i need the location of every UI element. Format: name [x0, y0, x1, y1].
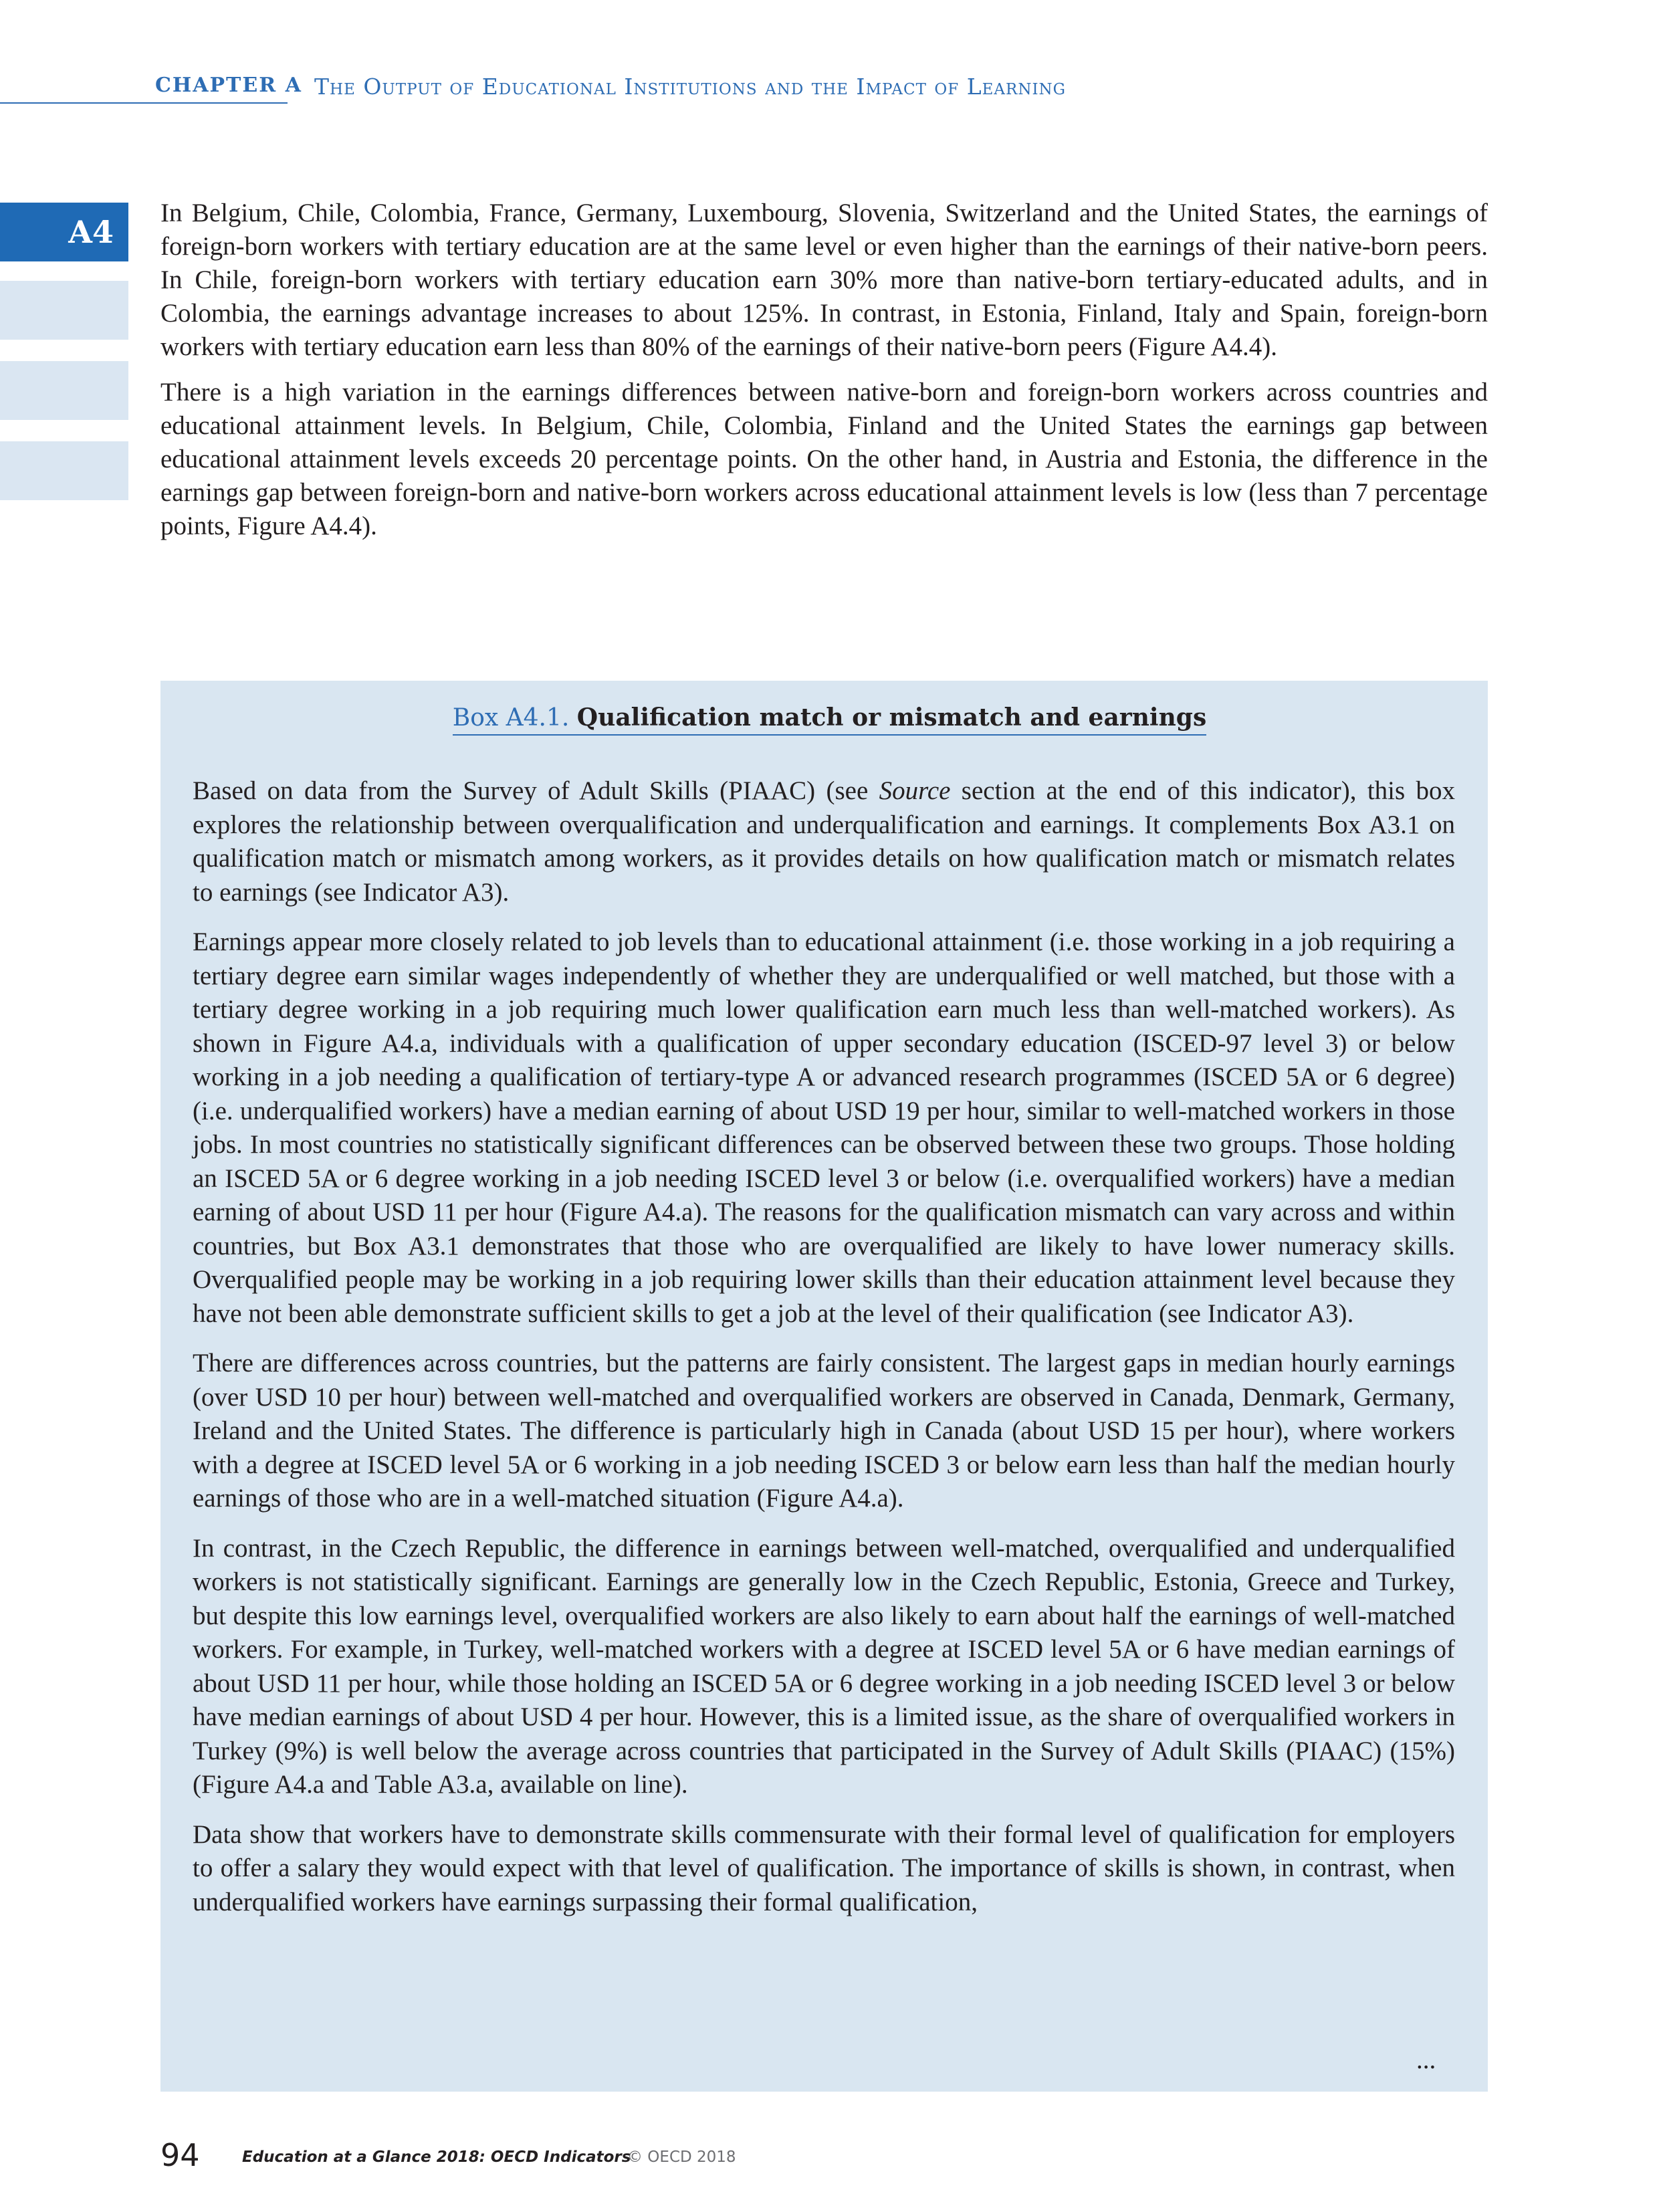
chapter-label: CHAPTER A — [155, 74, 302, 97]
side-tab-a4[interactable] — [0, 203, 128, 261]
box-paragraph: Data show that workers have to demonstrate skills commensurate with their formal level of qualification for employers to offer a salary they would expect with that level of qualification. The importance of skills is shown, in contrast, when underqualified workers have earnings surpassing their formal qualification, — [193, 1819, 1455, 1916]
box-text — [193, 774, 1455, 1935]
header-rule — [0, 102, 288, 104]
box-p1-italic: Source — [879, 776, 951, 805]
publication-title: Education at a Glance 2018: OECD Indicators — [242, 2148, 631, 2166]
chapter-title: The Output of Educational Institutions and the Impact of Learning — [314, 74, 1067, 100]
body-paragraph: There is a high variation in the earnings differences between native-born and foreign-born workers across countries and educational attainment levels. In Belgium, Chile, Colombia, Finland and the United States the earnings gap between educational attainment levels exceeds 20 percentage points. On the other hand, in Austria and Estonia, the difference in the earnings gap between foreign-born and native-born workers across educational attainment levels is low (less than 7 percentage points, Figure A4.4). — [160, 378, 1488, 540]
box-heading: Qualification match or mismatch and earnings — [576, 703, 1207, 732]
continued-marker: ... — [1416, 2045, 1436, 2074]
side-tab-placeholder — [0, 361, 128, 420]
box-paragraph: Earnings appear more closely related to job levels than to educational attainment (i.e. those working in a job requiring a tertiary degree earn similar wages independently of whether they are underqualified or well matched, but those with a tertiary degree working in a job requiring much lower qualification earn much less than well-matched workers). As shown in Figure A4.a, individuals with a qualification of upper secondary education (ISCED-97 level 3) or below working in a job needing a qualification of tertiary-type A or advanced research programmes (ISCED 5A or 6 degree) (i.e. underqualified workers) have a median earning of about USD 19 per hour, similar to well-matched workers in those jobs. In most countries no statistically significant differences can be observed between these two groups. Those holding an ISCED 5A or 6 degree working in a job needing ISCED level 3 or below (i.e. overqualified workers) have a median earning of about USD 11 per hour (Figure A4.a). The reasons for the qualification mismatch can vary across and within countries, but Box A3.1 demonstrates that those who are overqualified are likely to have lower numeracy skills. Overqualified people may be working in a job requiring lower skills than their education attainment level because they have not been able demonstrate sufficient skills to get a job at the level of their qualification (see Indicator A3). — [193, 927, 1455, 1328]
box-paragraph: In contrast, in the Czech Republic, the difference in earnings between well-matched, overqualified and underqualified workers is not statistically significant. Earnings are generally low in the Czech Republic, Estonia, Greece and Turkey, but despite this low earnings level, overqualified workers are also likely to earn about half the earnings of well-matched workers. For example, in Turkey, well-matched workers with a degree at ISCED level 5A or 6 have median earnings of about USD 11 per hour, while those holding an ISCED 5A or 6 degree working in a job needing ISCED level 3 or below have median earnings of about USD 4 per hour. However, this is a limited issue, as the share of overqualified workers in Turkey (9%) is well below the average across countries that participated in the Survey of Adult Skills (PIAAC) (15%) (Figure A4.a and Table A3.a, available on line). — [193, 1533, 1455, 1799]
body-text — [160, 197, 1488, 555]
box-p1-before: Based on data from the Survey of Adult Skills (PIAAC) (see — [193, 776, 879, 805]
side-tab-placeholder — [0, 281, 128, 340]
body-paragraph: In Belgium, Chile, Colombia, France, Germany, Luxembourg, Slovenia, Switzerland and the United States, the earnings of foreign-born workers with tertiary education are at the same level or even higher than the earnings of their native-born peers. In Chile, foreign-born workers with tertiary education earn 30% more than native-born tertiary-educated adults, and in Colombia, the earnings advantage increases to about 125%. In contrast, in Estonia, Finland, Italy and Spain, foreign-born workers with tertiary education earn less than 80% of the earnings of their native-born peers (Figure A4.4). — [160, 199, 1488, 361]
box-label: Box A4.1. — [452, 704, 570, 732]
box-paragraph — [193, 774, 1455, 909]
box-p1-after: section at the end of this indicator), this box explores the relationship between overqualification and underqualification and earnings. It complements Box A3.1 on qualification match or mismatch among workers, as it provides details on how qualification match or mismatch relates to earnings (see Indicator A3). — [193, 776, 1455, 907]
copyright: © OECD 2018 — [627, 2148, 736, 2166]
box-title — [0, 703, 1659, 736]
box-paragraph: There are differences across countries, but the patterns are fairly consistent. The largest gaps in median hourly earnings (over USD 10 per hour) between well-matched and overqualified workers are observed in Canada, Denmark, Germany, Ireland and the United States. The difference is particularly high in Canada (about USD 15 per hour), where workers with a degree at ISCED level 5A or 6 working in a job needing ISCED 3 or below earn less than half the median hourly earnings of those who are in a well-matched situation (Figure A4.a). — [193, 1349, 1455, 1513]
side-tab-label: A4 — [68, 214, 114, 250]
side-tab-placeholder — [0, 441, 128, 500]
page-number: 94 — [160, 2137, 200, 2173]
